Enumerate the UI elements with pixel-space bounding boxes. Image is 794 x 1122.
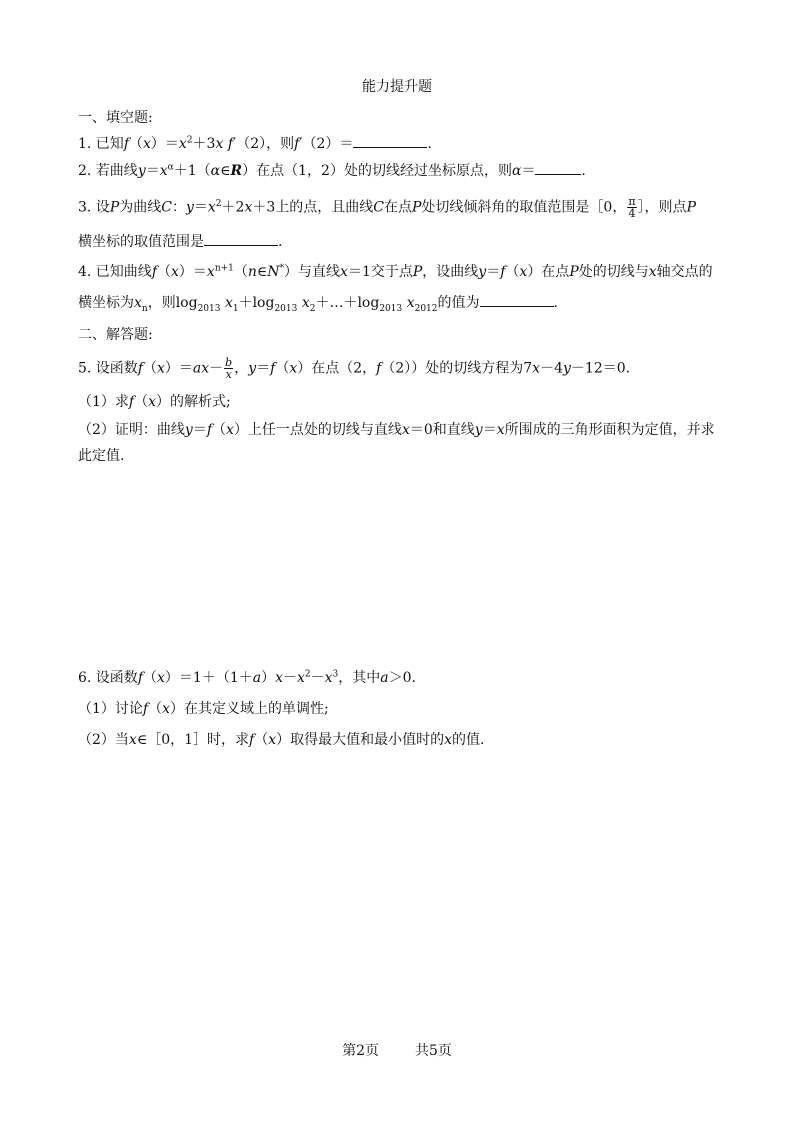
section-fill-in-heading: 一、填空题: (78, 110, 153, 126)
question-5-part-2-line-2: 此定值. (78, 448, 125, 464)
question-3: 3. 设P为曲线C：$y=x^2+2x+3$上的点，且曲线C在点P处切线倾斜角的取值范围是［0， $\frac{\pi}{4}$ ］，则点P (78, 195, 696, 220)
question-6: 6. 设函数$f(x)=1+(1+a)x-x^2-x^3$，其中a＞0. (78, 669, 416, 686)
question-4-line-2: 横坐标为$x_n$，则$\log_{2013} x_1+\log_{2013}$ $x_2+\dots+\log_{2013}$ $x_{2012}$的值为 . (78, 292, 728, 313)
question-2: 2. 若曲线$y=x^\alpha+1(\alpha\in R)$在点（1，2）处的切线经过坐标原点，则α＝ . (78, 160, 728, 181)
question-6-part-1: （1）讨论f（x）在其定义域上的单调性; (78, 701, 329, 717)
question-6-part-2: （2）当x∈［0，1］时，求f（x）取得最大值和最小值时的x的值. (78, 732, 485, 748)
b-over-x-fraction: $\frac{b}{x}$ (225, 356, 233, 381)
pi-over-four-fraction: $\frac{\pi}{4}$ (628, 195, 636, 220)
question-1: 1. 已知$f(x)=x^2+3x$ f′（2），则f′（2）＝ . (78, 133, 728, 154)
question-5-part-1: （1）求f（x）的解析式; (78, 394, 231, 410)
question-5-part-2: （2）证明：曲线y＝f（x）上任一点处的切线与直线x＝0和直线y＝x所围成的三角形面积为定值，并求 (78, 422, 715, 438)
answer-blank (535, 160, 581, 175)
answer-blank (353, 133, 427, 148)
page-title: 能力提升题 (362, 79, 432, 95)
question-5: 5. 设函数f（x）＝ax－ $\frac{b}{x}$ ，y＝f（x）在点（2，f（2））处的切线方程为7x－4y－12＝0. (78, 356, 631, 381)
answer-blank (204, 231, 278, 246)
question-3-line-2: 横坐标的取值范围是 . (78, 231, 728, 252)
question-4: 4. 已知曲线$f(x)=x^{n+1}(n\in N^*)$与直线x＝1交于点P，设曲线y＝f（x）在点P处的切线与x轴交点的 (78, 263, 713, 280)
page-number: 第2页 (342, 1043, 379, 1059)
total-pages: 共5页 (415, 1043, 452, 1059)
page-footer (0, 1040, 794, 1060)
section-answer-heading: 二、解答题: (78, 327, 153, 343)
answer-blank (480, 292, 554, 307)
